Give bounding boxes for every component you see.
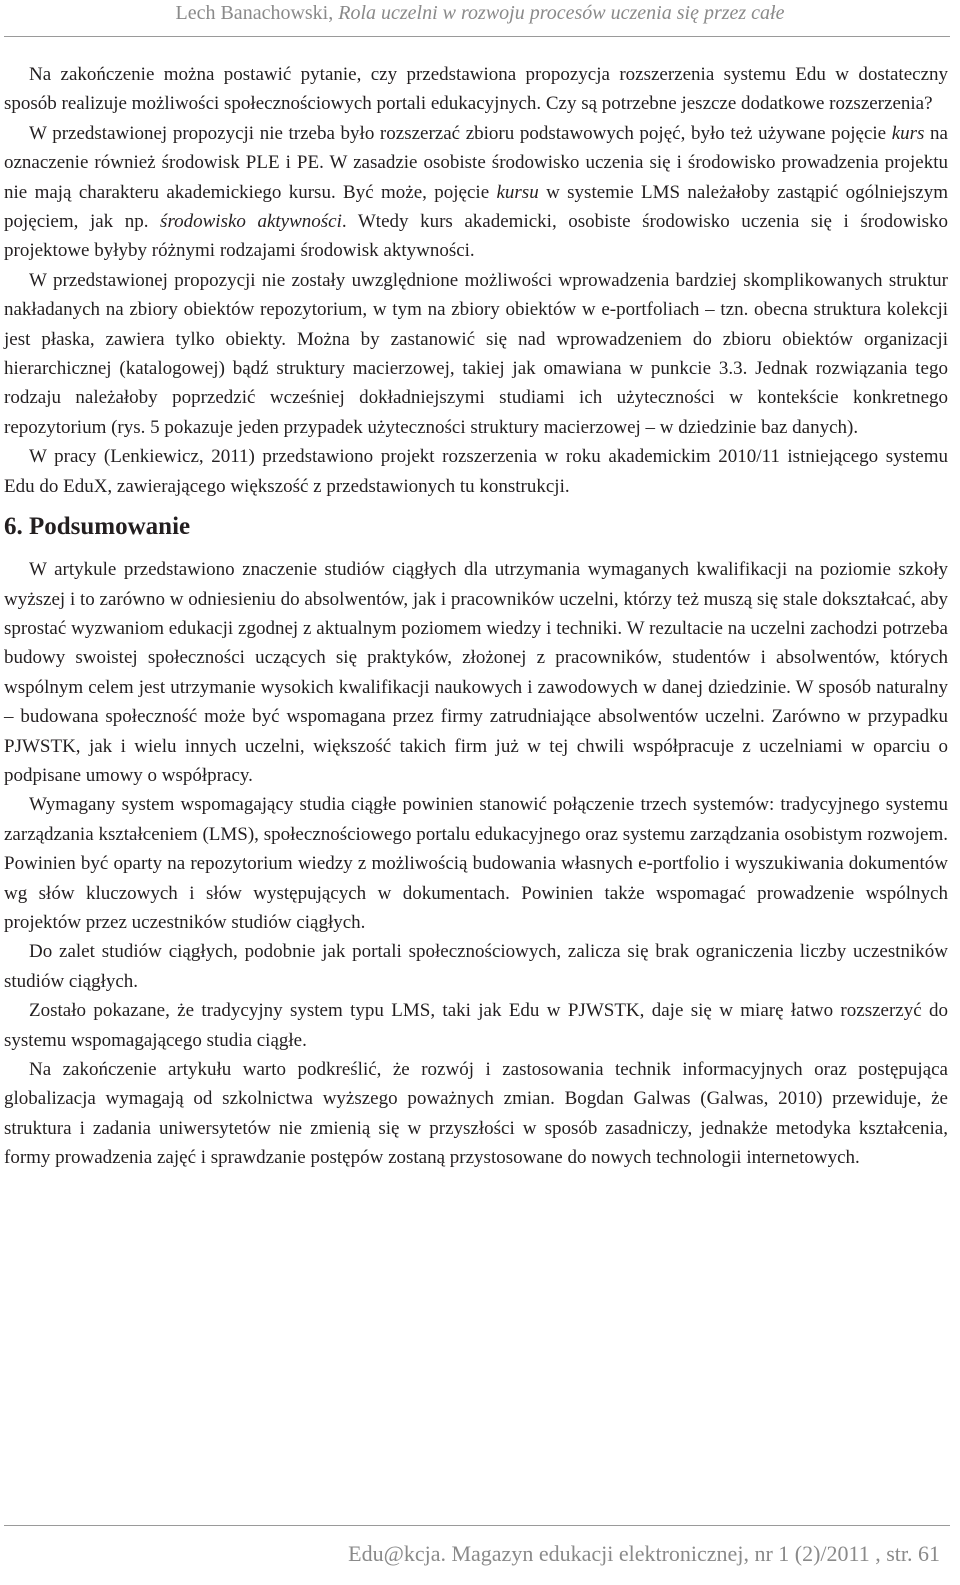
summary-paragraph-5: Na zakończenie artykułu warto podkreślić, że rozwój i zastosowania technik informacyjnych oraz postępująca globalizacja wymagają od szkolnictwa wyższego poważnych zmian. Bogdan Galwas (Galwas, 2010) przewiduje, że struktura i zadania uniwersytetów nie zmienią się w przyszłości w sposób zasadniczy, jednakże metodyka kształcenia, formy prowadzenia zajęć i sprawdzanie postępów zostaną przystosowane do nowych technologii internetowych. (4, 1059, 948, 1169)
paragraph-2-text-d: . Wtedy kurs akademicki, osobiste środowisko uczenia się i środowisko projektowe byłyby różnymi rodzajami środowisk aktywności. (4, 211, 948, 262)
summary-paragraph-1: W artykule przedstawiono znaczenie studiów ciągłych dla utrzymania wymaganych kwalifikacji na poziomie szkoły wyższej i to zarówno w odniesieniu do absolwentów, jak i pracowników uczelni, którzy też muszą się stale dokształcać, aby sprostać wyzwaniom edukacji zgodnej z aktualnym poziomem wiedzy i techniki. W rezultacie na uczelni zachodzi potrzeba budowy swoistej społeczności uczących się praktyków, złożonej z pracowników, studentów i absolwentów, których wspólnym celem jest utrzymanie wysokich kwalifikacji naukowych i zawodowych w danej dziedzinie. W sposób naturalny – budowana społeczność może być wspomagana przez firmy zatrudniające absolwentów uczelni. Zarówno w przypadku PJWSTK, jak i wielu innych uczelni, większość takich firm już w tej chwili współpracuje z uczelniami w oparciu o podpisane umowy o współpracy. (4, 559, 948, 786)
paragraph-2 (4, 119, 948, 266)
running-header (0, 0, 960, 34)
summary-paragraph-4: Zostało pokazane, że tradycyjny system typu LMS, taki jak Edu w PJWSTK, daje się w miarę łatwo rozszerzyć do systemu wspomagającego studia ciągłe. (4, 1000, 948, 1051)
paragraph-2-text-b: na oznaczenie również środowisk PLE i PE. W zasadzie osobiste środowisko uczenia się i środowisko prowadzenia projektu nie mają charakteru akademickiego kursu. Być może, pojęcie (4, 122, 948, 203)
summary-paragraph-3: Do zalet studiów ciągłych, podobnie jak portali społecznościowych, zalicza się brak ograniczenia liczby uczestników studiów ciągłych. (4, 941, 948, 992)
paragraph-4: W pracy (Lenkiewicz, 2011) przedstawiono projekt rozszerzenia w roku akademickim 2010/11 istniejącego systemu Edu do EduX, zawierającego większość z przedstawionych tu konstrukcji. (4, 446, 948, 497)
paragraph-2-text-a: W przedstawionej propozycji nie trzeba było rozszerzać zbioru podstawowych pojęć, było też używane pojęcie (29, 122, 892, 144)
term-kurs: kurs (891, 122, 925, 144)
term-kursu: kursu (496, 181, 539, 203)
paragraph-2-text-c: w systemie LMS należałoby zastąpić ogólniejszym pojęciem, jak np. (4, 181, 948, 233)
summary-paragraph-2: Wymagany system wspomagający studia ciągłe powinien stanowić połączenie trzech systemów: tradycyjnego systemu zarządzania kształceniem (LMS), społecznościowego portalu edukacyjnego oraz systemu zarządzania osobistym rozwojem. Powinien być oparty na repozytorium wiedzy z możliwością budowania własnych e-portfolio i wyszukiwania dokumentów wg słów kluczowych i słów występujących w dokumentach. Powinien także wspomagać prowadzenie wspólnych projektów przez uczestników studiów ciągłych. (4, 794, 948, 933)
header-title: Rola uczelni w rozwoju procesów uczenia się przez całe (338, 2, 785, 24)
header-divider (4, 36, 950, 37)
paragraph-1: Na zakończenie można postawić pytanie, czy przedstawiona propozycja rozszerzenia systemu Edu w dostateczny sposób realizuje możliwości społecznościowych portali edukacyjnych. Czy są potrzebne jeszcze dodatkowe rozszerzenia? (4, 64, 948, 115)
term-srodowisko-aktywnosci: środowisko aktywności (160, 211, 342, 233)
running-footer: Edu@kcja. Magazyn edukacji elektronicznej, nr 1 (2)/2011 , str. 61 (348, 1541, 940, 1566)
paragraph-3: W przedstawionej propozycji nie zostały uwzględnione możliwości wprowadzenia bardziej skomplikowanych struktur nakładanych na zbiory obiektów repozytorium, w tym na zbiory obiektów w e-portfoliach – tzn. obecna struktura kolekcji jest płaska, zawiera tylko obiekty. Można by zastanowić się nad wprowadzeniem do zbioru obiektów organizacji hierarchicznej (katalogowej) bądź struktury macierzowej, takiej jak omawiana w punkcie 3.3. Jednak rozwiązania tego rodzaju należałoby poprzedzić wcześniej dokładniejszymi studiami ich użyteczności w kontekście konkretnego repozytorium (rys. 5 pokazuje jeden przypadek użyteczności struktury macierzowej – w dziedzinie baz danych). (4, 269, 948, 438)
article-body (4, 60, 948, 1173)
header-author: Lech Banachowski, (175, 2, 339, 24)
section-heading: 6. Podsumowanie (4, 513, 191, 541)
footer-divider (4, 1525, 950, 1526)
